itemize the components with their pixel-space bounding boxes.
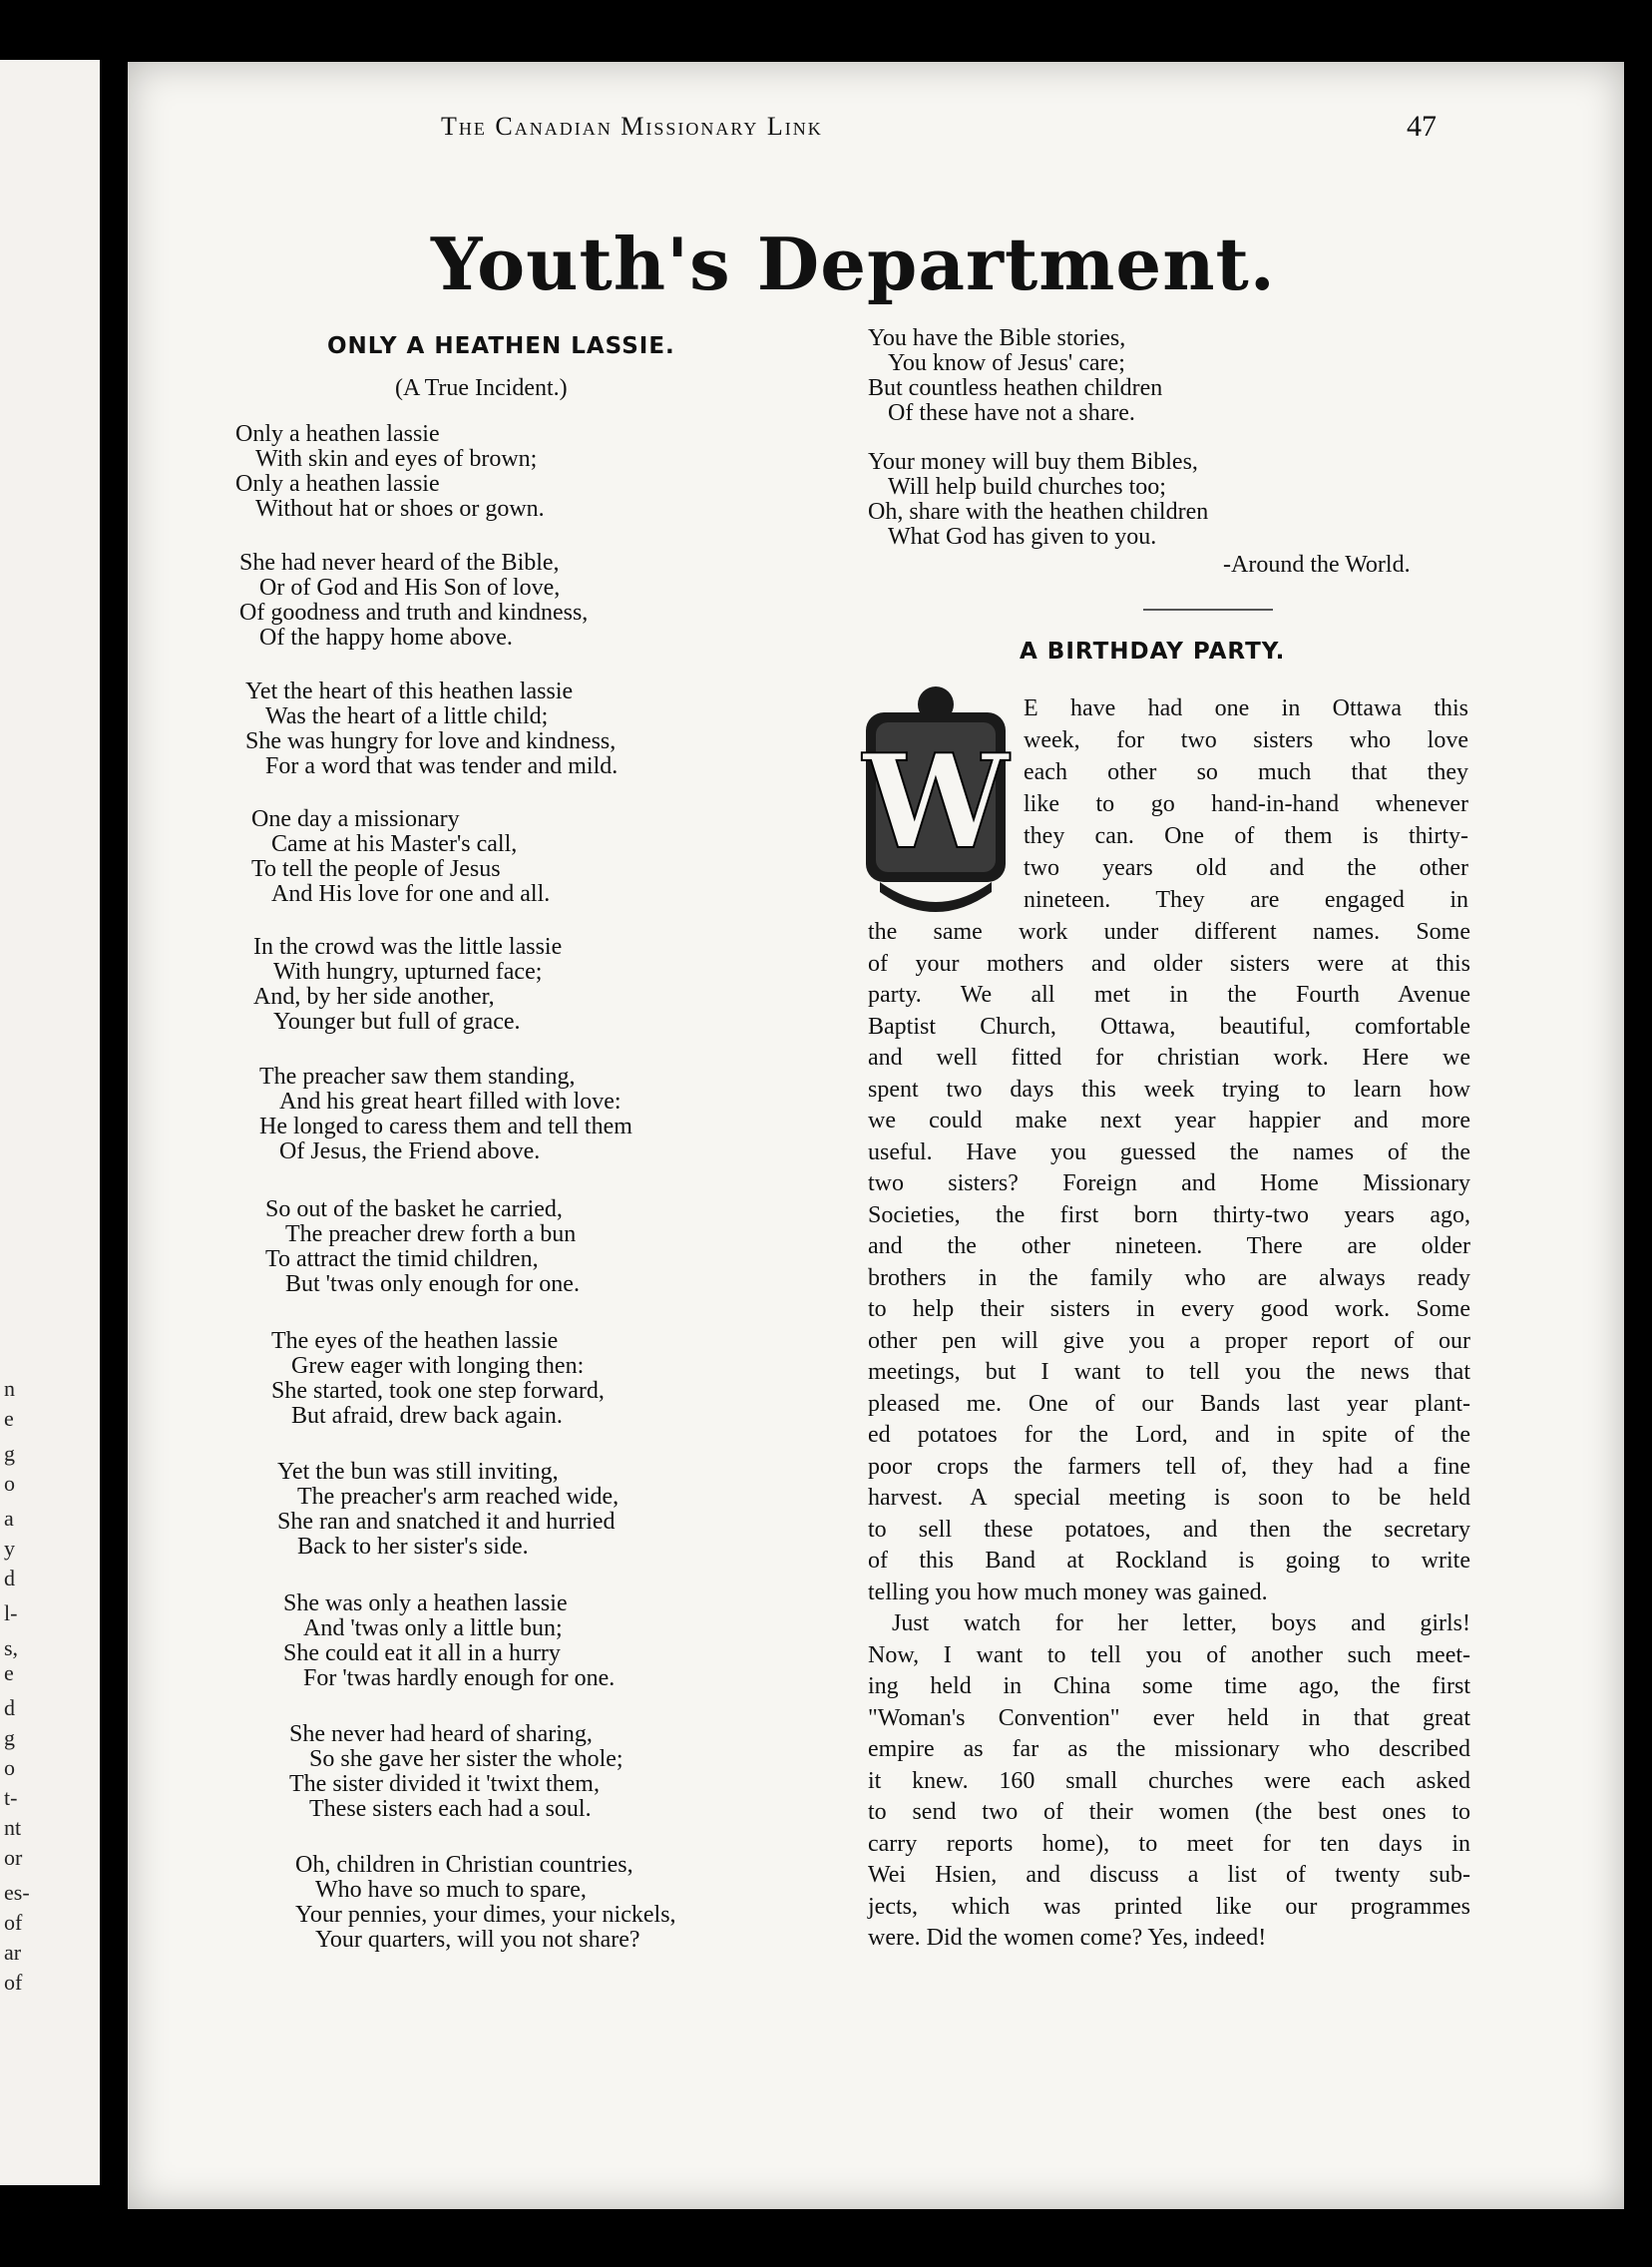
page-title: Youth's Department. bbox=[431, 222, 1276, 306]
article-line: they can. One of them is thirty- bbox=[1024, 823, 1468, 849]
article-line: and the other nineteen. There are older bbox=[868, 1233, 1470, 1259]
poem-line: Only a heathen lassie bbox=[235, 471, 440, 497]
poem-line: Of these have not a share. bbox=[888, 400, 1135, 426]
facing-page-fragment: ar bbox=[4, 1940, 22, 1965]
facing-page-fragment: e bbox=[4, 1406, 14, 1431]
article-line: useful. Have you guessed the names of the bbox=[868, 1138, 1470, 1165]
poem-line: The preacher saw them standing, bbox=[259, 1064, 576, 1090]
article-line: to sell these potatoes, and then the secretary bbox=[868, 1516, 1470, 1543]
article-line: to send two of their women (the best ones to bbox=[868, 1799, 1470, 1825]
poem-line: And His love for one and all. bbox=[271, 881, 551, 907]
facing-page-fragment: o bbox=[4, 1471, 15, 1496]
facing-page-fragment: y bbox=[4, 1536, 15, 1561]
poem-line: Of goodness and truth and kindness, bbox=[239, 600, 589, 626]
poem-line: Oh, share with the heathen children bbox=[868, 499, 1209, 525]
article-line: other pen will give you a proper report of our bbox=[868, 1327, 1470, 1354]
poem-line: But 'twas only enough for one. bbox=[285, 1271, 580, 1297]
facing-page-fragment: a bbox=[4, 1506, 14, 1531]
poem-line: She ran and snatched it and hurried bbox=[277, 1509, 616, 1535]
poem-line: Without hat or shoes or gown. bbox=[255, 496, 545, 522]
article-line: it knew. 160 small churches were each asked bbox=[868, 1767, 1470, 1794]
facing-page-fragment: g bbox=[4, 1725, 15, 1750]
poem-line: Your pennies, your dimes, your nickels, bbox=[295, 1902, 676, 1928]
poem-line: Oh, children in Christian countries, bbox=[295, 1852, 633, 1878]
article-line: each other so much that they bbox=[1024, 759, 1468, 785]
article-line: Wei Hsien, and discuss a list of twenty sub- bbox=[868, 1862, 1470, 1888]
article-line: empire as far as the missionary who described bbox=[868, 1736, 1470, 1762]
running-head: The Canadian Missionary Link bbox=[441, 112, 823, 141]
poem-line: Will help build churches too; bbox=[888, 474, 1166, 500]
article-line: carry reports home), to meet for ten days in bbox=[868, 1830, 1470, 1857]
poem-line: She could eat it all in a hurry bbox=[283, 1640, 561, 1666]
facing-page-fragment: l- bbox=[4, 1600, 18, 1625]
article-line: brothers in the family who are always ready bbox=[868, 1264, 1470, 1291]
facing-page-fragment: t- bbox=[4, 1785, 18, 1810]
article-line: nineteen. They are engaged in bbox=[1024, 887, 1468, 913]
poem-line: And 'twas only a little bun; bbox=[303, 1615, 563, 1641]
poem-line: And, by her side another, bbox=[253, 984, 495, 1010]
facing-page-fragment: es- bbox=[4, 1880, 30, 1905]
article-line: two years old and the other bbox=[1024, 855, 1468, 881]
poem-line: She was hungry for love and kindness, bbox=[245, 728, 617, 754]
poem-line: But countless heathen children bbox=[868, 375, 1163, 401]
article-line: harvest. A special meeting is soon to be held bbox=[868, 1485, 1470, 1511]
poem-line: Of Jesus, the Friend above. bbox=[279, 1138, 541, 1164]
poem-attribution: -Around the World. bbox=[1223, 552, 1411, 578]
poem-line: But afraid, drew back again. bbox=[291, 1403, 563, 1429]
poem-line: In the crowd was the little lassie bbox=[253, 934, 563, 960]
poem-line: To tell the people of Jesus bbox=[251, 856, 501, 882]
facing-page-fragment: s, bbox=[4, 1635, 19, 1660]
poem-line: One day a missionary bbox=[251, 806, 460, 832]
poem-line: For a word that was tender and mild. bbox=[265, 753, 619, 779]
facing-page-fragment: o bbox=[4, 1755, 15, 1780]
poem-line: The eyes of the heathen lassie bbox=[271, 1328, 559, 1354]
article-line: Now, I want to tell you of another such meet- bbox=[868, 1641, 1470, 1668]
poem-line: Or of God and His Son of love, bbox=[259, 575, 561, 601]
facing-page-fragment: e bbox=[4, 1660, 14, 1685]
article-line: pleased me. One of our Bands last year plant- bbox=[868, 1390, 1470, 1417]
poem-line: Younger but full of grace. bbox=[273, 1009, 521, 1035]
article-line: and well fitted for christian work. Here we bbox=[868, 1045, 1470, 1071]
article-line: telling you how much money was gained. bbox=[868, 1579, 1268, 1605]
article-line: were. Did the women come? Yes, indeed! bbox=[868, 1925, 1267, 1951]
poem-line: He longed to caress them and tell them bbox=[259, 1114, 632, 1139]
facing-page-fragment: nt bbox=[4, 1815, 22, 1840]
poem-line: The preacher's arm reached wide, bbox=[297, 1484, 620, 1510]
poem-line: So she gave her sister the whole; bbox=[309, 1746, 623, 1772]
poem-line: She had never heard of the Bible, bbox=[239, 550, 560, 576]
article-line: the same work under different names. Some bbox=[868, 919, 1470, 945]
facing-page-fragment: of bbox=[4, 1910, 23, 1935]
poem-line: Yet the heart of this heathen lassie bbox=[245, 679, 574, 704]
article-line: jects, which was printed like our programmes bbox=[868, 1893, 1470, 1920]
article-line: Baptist Church, Ottawa, beautiful, comfortable bbox=[868, 1013, 1470, 1040]
article-line: spent two days this week trying to learn how bbox=[868, 1076, 1470, 1103]
article-line: ing held in China some time ago, the first bbox=[868, 1673, 1470, 1699]
article-line: of your mothers and older sisters were at this bbox=[868, 950, 1470, 977]
poem-line: Only a heathen lassie bbox=[235, 421, 440, 447]
facing-page-fragment: or bbox=[4, 1845, 23, 1870]
poem-line: Your quarters, will you not share? bbox=[315, 1927, 640, 1953]
article-line: meetings, but I want to tell you the news that bbox=[868, 1359, 1470, 1385]
poem-line: What God has given to you. bbox=[888, 524, 1157, 550]
article-line: like to go hand-in-hand whenever bbox=[1024, 791, 1468, 817]
facing-page-fragment: d bbox=[4, 1566, 15, 1590]
facing-page-fragment: d bbox=[4, 1695, 15, 1720]
poem-line: Back to her sister's side. bbox=[297, 1534, 529, 1560]
poem-line: With skin and eyes of brown; bbox=[255, 446, 538, 472]
poem-line: For 'twas hardly enough for one. bbox=[303, 1665, 616, 1691]
poem-line: Who have so much to spare, bbox=[315, 1877, 587, 1903]
poem-line: Your money will buy them Bibles, bbox=[868, 449, 1198, 475]
article-line: we could make next year happier and more bbox=[868, 1108, 1470, 1134]
poem-line: She was only a heathen lassie bbox=[283, 1590, 568, 1616]
section-divider bbox=[1143, 609, 1273, 611]
article-line: "Woman's Convention" ever held in that great bbox=[868, 1704, 1470, 1731]
article-line: of this Band at Rockland is going to write bbox=[868, 1548, 1470, 1574]
poem-line: So out of the basket he carried, bbox=[265, 1196, 563, 1222]
poem-line: You have the Bible stories, bbox=[868, 325, 1126, 351]
drop-cap-ornament bbox=[860, 682, 1012, 922]
poem-line: Yet the bun was still inviting, bbox=[277, 1459, 559, 1485]
article-line: party. We all met in the Fourth Avenue bbox=[868, 982, 1470, 1008]
poem-line: You know of Jesus' care; bbox=[888, 350, 1125, 376]
article-line: ed potatoes for the Lord, and in spite of the bbox=[868, 1422, 1470, 1448]
poem-line: These sisters each had a soul. bbox=[309, 1796, 592, 1822]
poem-line: She started, took one step forward, bbox=[271, 1378, 605, 1404]
poem-line: The preacher drew forth a bun bbox=[285, 1221, 577, 1247]
facing-page-strip bbox=[0, 60, 100, 2185]
poem-line: Came at his Master's call, bbox=[271, 831, 518, 857]
facing-page-fragment: of bbox=[4, 1970, 23, 1995]
page-number: 47 bbox=[1407, 110, 1437, 143]
poem-line: To attract the timid children, bbox=[265, 1246, 539, 1272]
article-line: week, for two sisters who love bbox=[1024, 727, 1468, 753]
drop-cap-letter: W bbox=[863, 725, 1009, 878]
poem-line: Of the happy home above. bbox=[259, 625, 513, 651]
facing-page-fragment: n bbox=[4, 1376, 15, 1401]
article-line: Societies, the first born thirty-two years ago, bbox=[868, 1201, 1470, 1228]
article-line: to help their sisters in every good work. Some bbox=[868, 1296, 1470, 1322]
article-line: E have had one in Ottawa this bbox=[1024, 695, 1468, 721]
poem-title: ONLY A HEATHEN LASSIE. bbox=[327, 333, 675, 359]
poem-line: With hungry, upturned face; bbox=[273, 959, 543, 985]
poem-line: The sister divided it 'twixt them, bbox=[289, 1771, 600, 1797]
poem-line: Was the heart of a little child; bbox=[265, 703, 549, 729]
poem-line: And his great heart filled with love: bbox=[279, 1089, 621, 1115]
facing-page-fragment: g bbox=[4, 1441, 15, 1466]
article-line: two sisters? Foreign and Home Missionary bbox=[868, 1170, 1470, 1196]
article-line: poor crops the farmers tell of, they had a fine bbox=[868, 1453, 1470, 1480]
article-line: Just watch for her letter, boys and girls! bbox=[892, 1610, 1470, 1636]
poem-line: Grew eager with longing then: bbox=[291, 1353, 585, 1379]
poem-line: She never had heard of sharing, bbox=[289, 1721, 593, 1747]
article-title: A BIRTHDAY PARTY. bbox=[1020, 639, 1286, 665]
poem-subtitle: (A True Incident.) bbox=[395, 375, 568, 401]
